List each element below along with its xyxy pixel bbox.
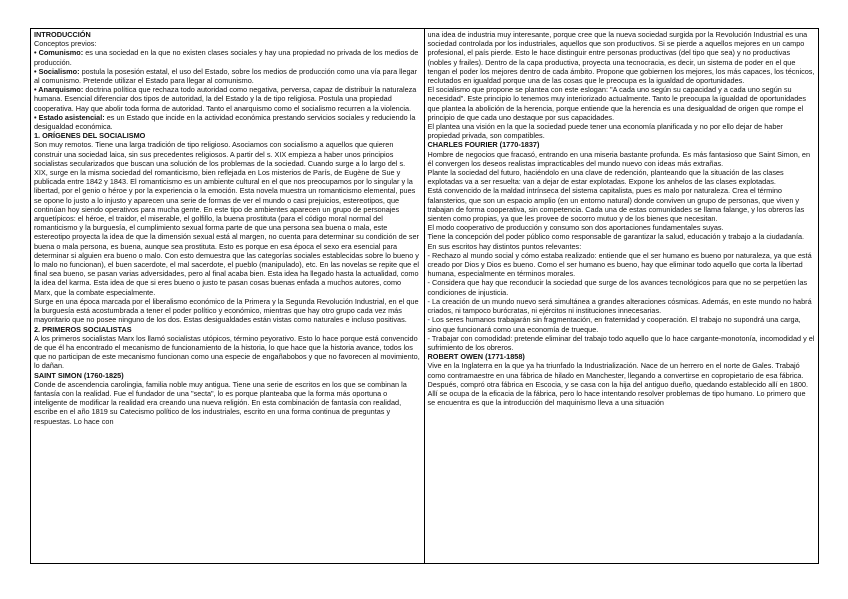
section-heading: ROBERT OWEN (1771-1858) — [427, 352, 525, 362]
paragraph: Vive en la Inglaterra en la que ya ha triunfado la Industrialización. Nace de un herrero en el norte de Gales. Trabajó como contramaestre en una fábrica de hilado en Manchester, llegando a convertirse en copropietario de esa fábrica. Después, compró otra fábrica en Escocia, y se casa con la hija del antiguo dueño, quedando establecido allí en 1800. — [427, 361, 808, 389]
paragraph: El socialismo que propone se plantea con este eslogan: "A cada uno según su capacidad y a cada uno según su necesidad". Este principio lo tenemos muy interiorizado actualmente. Tanto le preocupa la igualdad de oportunidades que plantea la abolición de la herencia, porque entiende que la herencia es una desigualdad de origen que rompe el principio de que cada uno destaque por sus capacidades. — [427, 85, 806, 122]
paragraph: Hombre de negocios que fracasó, entrando en una miseria bastante profunda. Es más fantasioso que Saint Simon, en él convergen los deseos realistas impracticables del mundo nuevo con ideas más extrañas. — [427, 149, 811, 168]
paragraph: Está convencido de la maldad intrínseca del sistema capitalista, pues es malo por naturaleza. Crea el término falansterios, que son un espacio amplio (en un entorno natural) donde conviven un grupo de personas, que viven y trabajan de forma cooperativa, sin competencia. Cada una de estas comunidades se llama falange, y los obreros las sienten como propias, ya que les provee de socorro mutuo y de los bienes que necesitan. — [427, 186, 805, 224]
paragraph: - Trabajar con comodidad: pretende eliminar del trabajo todo aquello que lo hace cargante-monotonía, incomodidad y el sufrimiento de los obreros. — [427, 333, 815, 352]
definition-term: • Socialismo: — [34, 66, 80, 76]
definition-term: • Anarquismo: — [34, 85, 84, 95]
right-column — [425, 29, 819, 563]
paragraph: Son muy remotos. Tiene una larga tradición de tipo religioso. Asociamos con socialismo a aquellos que quieren construir una sociedad laica, sin sus precedentes religiosos. A partir del s. XIX empieza a haber unos principios socialistas secularizados que buscan una solución de los problemas de la sociedad. Cuando surge a lo largo del s. XIX, surge en la misma sociedad del romanticismo, bien reflejada en Los misterios de París, de Eugène de Sue y publicada entre 1842 y 1843. El romanticismo es un ambiente cultural en el que nos preocupamos por lo singular y la libertad, por el genio o héroe y por la experiencia o la emoción. Esta novela muestra un romanticismo elemental, pues se opone lo justo a lo injusto y aparecen una serie de formas de ver el mundo o casi prejuicios, estereotipos, que continúan hoy siendo operativos para mucha gente. En este tipo de ambientes aparecen un grupo de personajes arquetípicos: el héroe, el traidor, el miserable, el golfillo, la buena prostituta (para el código moral normal del romanticismo y la burguesía, el cumplimiento sexual forma parte de que una persona sea buena o mala, este estereotipo proyecta la idea de que la dimensión sexual está al margen, no cuenta para determinar su condición de ser buena o mala persona, es buena, aunque sea prostituta. Esto es porque en esa época el sexo era esencial para determinar si alguien era bueno o malo. Con esto demuestra que las categorías sociales establecidas sobre lo bueno y lo malo no funcionan), el buen sacerdote, el mal sacerdote, el pueblo (manipulado), etc. En las novelas se repite que el final sea bueno, se pasan varias adversidades, pero al final acaba bien. Esta idea ha llegado hasta la actualidad, como la idea del karma. Esta idea de que si eres bueno o justo te pasan cosas buenas enfada a muchos autores, como Marx, que la combate especialmente. — [34, 140, 419, 297]
paragraph: Conde de ascendencia carolingia, familia noble muy antigua. Tiene una serie de escritos en los que se combinan la fantasía con la realidad. Fue el fundador de una "secta", lo es porque planteaba que la forma más oportuna o inteligente de modificar la realidad era creando una nueva religión. En esta combinación de fantasía con realidad, escribe en el año 1819 su Catecismo político de los industriales, escrito en una forma continua de preguntas y respuestas. Lo hace con — [34, 379, 407, 426]
left-column — [31, 29, 425, 563]
definition-text: es una sociedad en la que no existen clases sociales y hay una propiedad no privada de los medios de producción. — [34, 48, 419, 67]
section-heading: CHARLES FOURIER (1770-1837) — [427, 140, 540, 150]
definition-item — [34, 67, 421, 85]
paragraph: Tiene la concepción del poder público como responsable de garantizar la salud, educación y trabajo a la ciudadanía. En sus escritos hay distintos puntos relevantes: — [427, 232, 805, 251]
paragraph: - Considera que hay que reconducir la sociedad que surge de los avances tecnológicos para que no se perpetúen las condiciones de injusticia. — [427, 278, 808, 297]
section-heading: SAINT SIMON (1760-1825) — [34, 370, 124, 380]
definition-term: • Estado asistencial: — [34, 112, 105, 122]
paragraph: El modo cooperativo de producción y consumo son dos aportaciones fundamentales suyas. — [427, 223, 724, 233]
definition-text: doctrina política que rechaza todo autoridad como negativa, perversa, capaz de distribuir la naturaleza humana. Esencial diferenciar dos tipos de autoridad, la del Estado y la de tipo religiosa. Postula una propiedad cooperativa. Hay que abolir toda forma de autoridad. Tanto el anarquismo como el socialismo recurren a la violencia. — [34, 85, 417, 113]
definition-item — [34, 85, 421, 113]
definition-item — [34, 48, 421, 66]
paragraph: A los primeros socialistas Marx los llamó socialistas utópicos, término peyorativo. Esto lo hace porque está convencido de que él ha encontrado el mecanismo de funcionamiento de la historia, lo que hace que la historia avance, todos los que no participan de este mecanismo funcionan como una especie de engañabobos y que no favorecen al movimiento, lo dañan. — [34, 333, 420, 371]
section-heading: 2. PRIMEROS SOCIALISTAS — [34, 324, 132, 334]
paragraph: Surge en una época marcada por el liberalismo económico de la Primera y la Segunda Revolución Industrial, en el que la burguesía está acostumbrada a tener el poder político y económico, mientras que hay otro grupo cada vez más mayoritario que no posee ninguno de los dos. Estas desigualdades están vistas como naturales e incluso positivas. — [34, 296, 419, 325]
paragraph: Conceptos previos: — [34, 39, 97, 49]
definition-item — [34, 113, 421, 131]
definition-term: • Comunismo: — [34, 48, 84, 58]
paragraph: - Los seres humanos trabajarán sin fragmentación, en fraternidad y cooperación. El trabajo no supondrá una carga, sino que funcionará como una economía de trueque. — [427, 315, 801, 334]
paragraph: Plante la sociedad del futuro, haciéndolo en una clave de redención, planteando que la situación de las clases explotadas va a ser resuelta: van a dejar de estar explotadas. Expone los anhelos de las clases explotadas. — [427, 168, 784, 187]
paragraph: - La creación de un mundo nuevo será simultánea a grandes alteraciones cósmicas. Además, en este mundo no habrá criados, ni tampoco burócratas, ni ejércitos ni instituciones innecesarias. — [427, 296, 812, 316]
document-page — [30, 28, 819, 564]
paragraph: Allí se ocupa de la eficacia de la fábrica, pero lo hace intentando resolver problemas de tipo humano. Lo primero que se encuentra es que la introducción del maquinismo lleva a una situación — [427, 388, 806, 408]
paragraph: - Rechazo al mundo social y cómo estaba realizado: entiende que el ser humano es bueno por naturaleza, ya que está creado por Dios y Dios es bueno. Como el ser humano es bueno, hay que eliminar todo aquello que corta la libertad humana, especialmente en términos morales. — [427, 250, 812, 279]
paragraph: una idea de industria muy interesante, porque cree que la nueva sociedad surgida por la Revolución Industrial es una sociedad controlada por los industriales, aquellos que son productivos. Si se pierde a aquellos mejores en un campo profesional, el país pierde. Esto le hace distinguir entre personas productivas (del tipo que sea) y no productivas (nobles y frailes). Dentro de la capa productiva, proyecta una tecnocracia, es decir, un sistema de poder en el que tengan el poder los mejores dentro de cada ámbito. Propone que gobiernen los mejores, los más capaces, los técnicos, reclutados en igualdad porque una de las cosas que le preocupa es la igualdad de oportunidades. — [427, 30, 815, 86]
paragraph: El plantea una visión en la que la sociedad puede tener una economía planificada y no por ello dejar de haber propiedad privada, son compatibles. — [427, 122, 783, 141]
section-heading: INTRODUCCIÓN — [34, 30, 91, 39]
definition-text: postula la posesión estatal, el uso del Estado, sobre los medios de producción como una vía para llegar al comunismo. Pretende utilizar el Estado para llegar al comunismo. — [34, 66, 418, 86]
section-heading: 1. ORÍGENES DEL SOCIALISMO — [34, 131, 146, 141]
definition-text: es un Estado que incide en la actividad económica prestando servicios sociales y reduciendo la desigualdad económica. — [34, 112, 416, 132]
